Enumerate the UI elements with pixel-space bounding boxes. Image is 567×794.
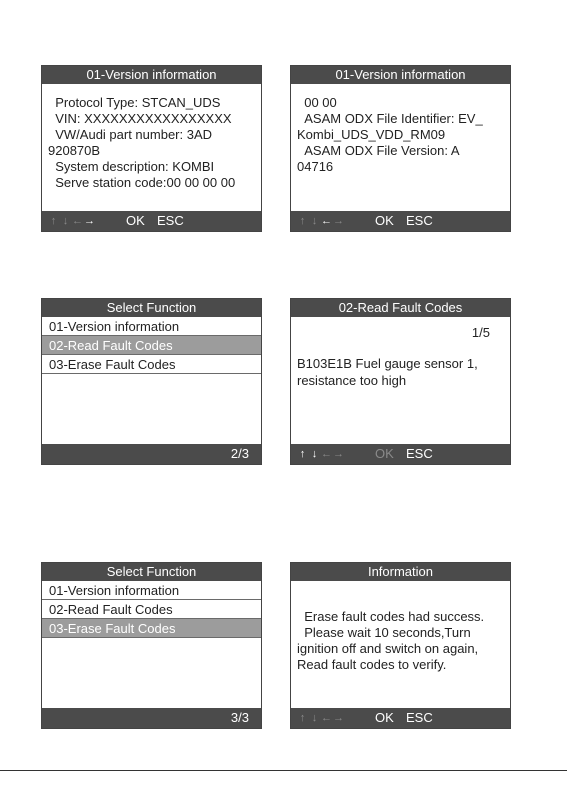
up-arrow-icon[interactable]: ↑ [50,215,58,227]
version-info-text: Protocol Type: STCAN_UDS VIN: XXXXXXXXXXXXXXXXX VW/Audi part number: 3AD 920870B System description: KOMBI Serve station code:00 00 00 00 [48,95,236,190]
down-arrow-icon[interactable]: ↓ [311,215,319,227]
screen-footer [291,708,510,728]
screen-title: 01-Version information [42,66,261,84]
version-info-screen-1 [41,65,262,232]
menu-item-erase-fault-codes[interactable]: 03-Erase Fault Codes [42,355,261,374]
fault-page-indicator: 1/5 [471,325,490,340]
left-arrow-icon[interactable]: ← [321,448,333,460]
screen-title: Select Function [42,299,261,317]
ok-button[interactable]: OK [126,213,145,228]
select-function-screen-1 [41,298,262,465]
left-arrow-icon[interactable]: ← [321,215,333,227]
fault-description: B103E1B Fuel gauge sensor 1, resistance too high [297,356,478,388]
up-arrow-icon[interactable]: ↑ [299,448,307,460]
nav-arrows [297,211,345,231]
menu-item-read-fault-codes[interactable]: 02-Read Fault Codes [42,336,261,355]
up-arrow-icon[interactable]: ↑ [299,712,307,724]
page-divider [0,770,567,771]
down-arrow-icon[interactable]: ↓ [62,215,70,227]
screen-title: 02-Read Fault Codes [291,299,510,317]
screen-footer [291,211,510,231]
esc-button[interactable]: ESC [406,213,433,228]
ok-button[interactable]: OK [375,213,394,228]
right-arrow-icon[interactable]: → [333,215,345,227]
read-fault-codes-screen [290,298,511,465]
menu-item-erase-fault-codes[interactable]: 03-Erase Fault Codes [42,619,261,638]
screen-title: 01-Version information [291,66,510,84]
nav-arrows [297,708,345,728]
left-arrow-icon[interactable]: ← [321,712,333,724]
esc-button[interactable]: ESC [406,710,433,725]
right-arrow-icon[interactable]: → [333,448,345,460]
version-info-screen-2 [290,65,511,232]
select-function-screen-2 [41,562,262,729]
down-arrow-icon[interactable]: ↓ [311,448,319,460]
esc-button[interactable]: ESC [157,213,184,228]
page-indicator: 2/3 [230,446,249,461]
screen-title: Select Function [42,563,261,581]
esc-button[interactable]: ESC [406,446,433,461]
page-indicator: 3/3 [230,710,249,725]
left-arrow-icon[interactable]: ← [72,215,84,227]
menu-item-version-info[interactable]: 01-Version information [42,317,261,336]
screen-footer [42,444,261,464]
ok-button[interactable]: OK [375,710,394,725]
right-arrow-icon[interactable]: → [333,712,345,724]
screen-footer [291,444,510,464]
ok-button[interactable]: OK [375,446,394,461]
up-arrow-icon[interactable]: ↑ [299,215,307,227]
information-screen [290,562,511,729]
down-arrow-icon[interactable]: ↓ [311,712,319,724]
screen-title: Information [291,563,510,581]
nav-arrows [48,211,96,231]
information-message: Erase fault codes had success. Please wait 10 seconds,Turn ignition off and switch on again, Read fault codes to verify. [297,609,485,672]
right-arrow-icon[interactable]: → [84,215,96,227]
nav-arrows [297,444,345,464]
version-info-text: 00 00 ASAM ODX File Identifier: EV_ Kombi_UDS_VDD_RM09 ASAM ODX File Version: A 04716 [297,95,483,174]
menu-item-read-fault-codes[interactable]: 02-Read Fault Codes [42,600,261,619]
screen-footer [42,708,261,728]
function-menu [42,317,261,374]
screen-footer [42,211,261,231]
menu-item-version-info[interactable]: 01-Version information [42,581,261,600]
function-menu [42,581,261,638]
